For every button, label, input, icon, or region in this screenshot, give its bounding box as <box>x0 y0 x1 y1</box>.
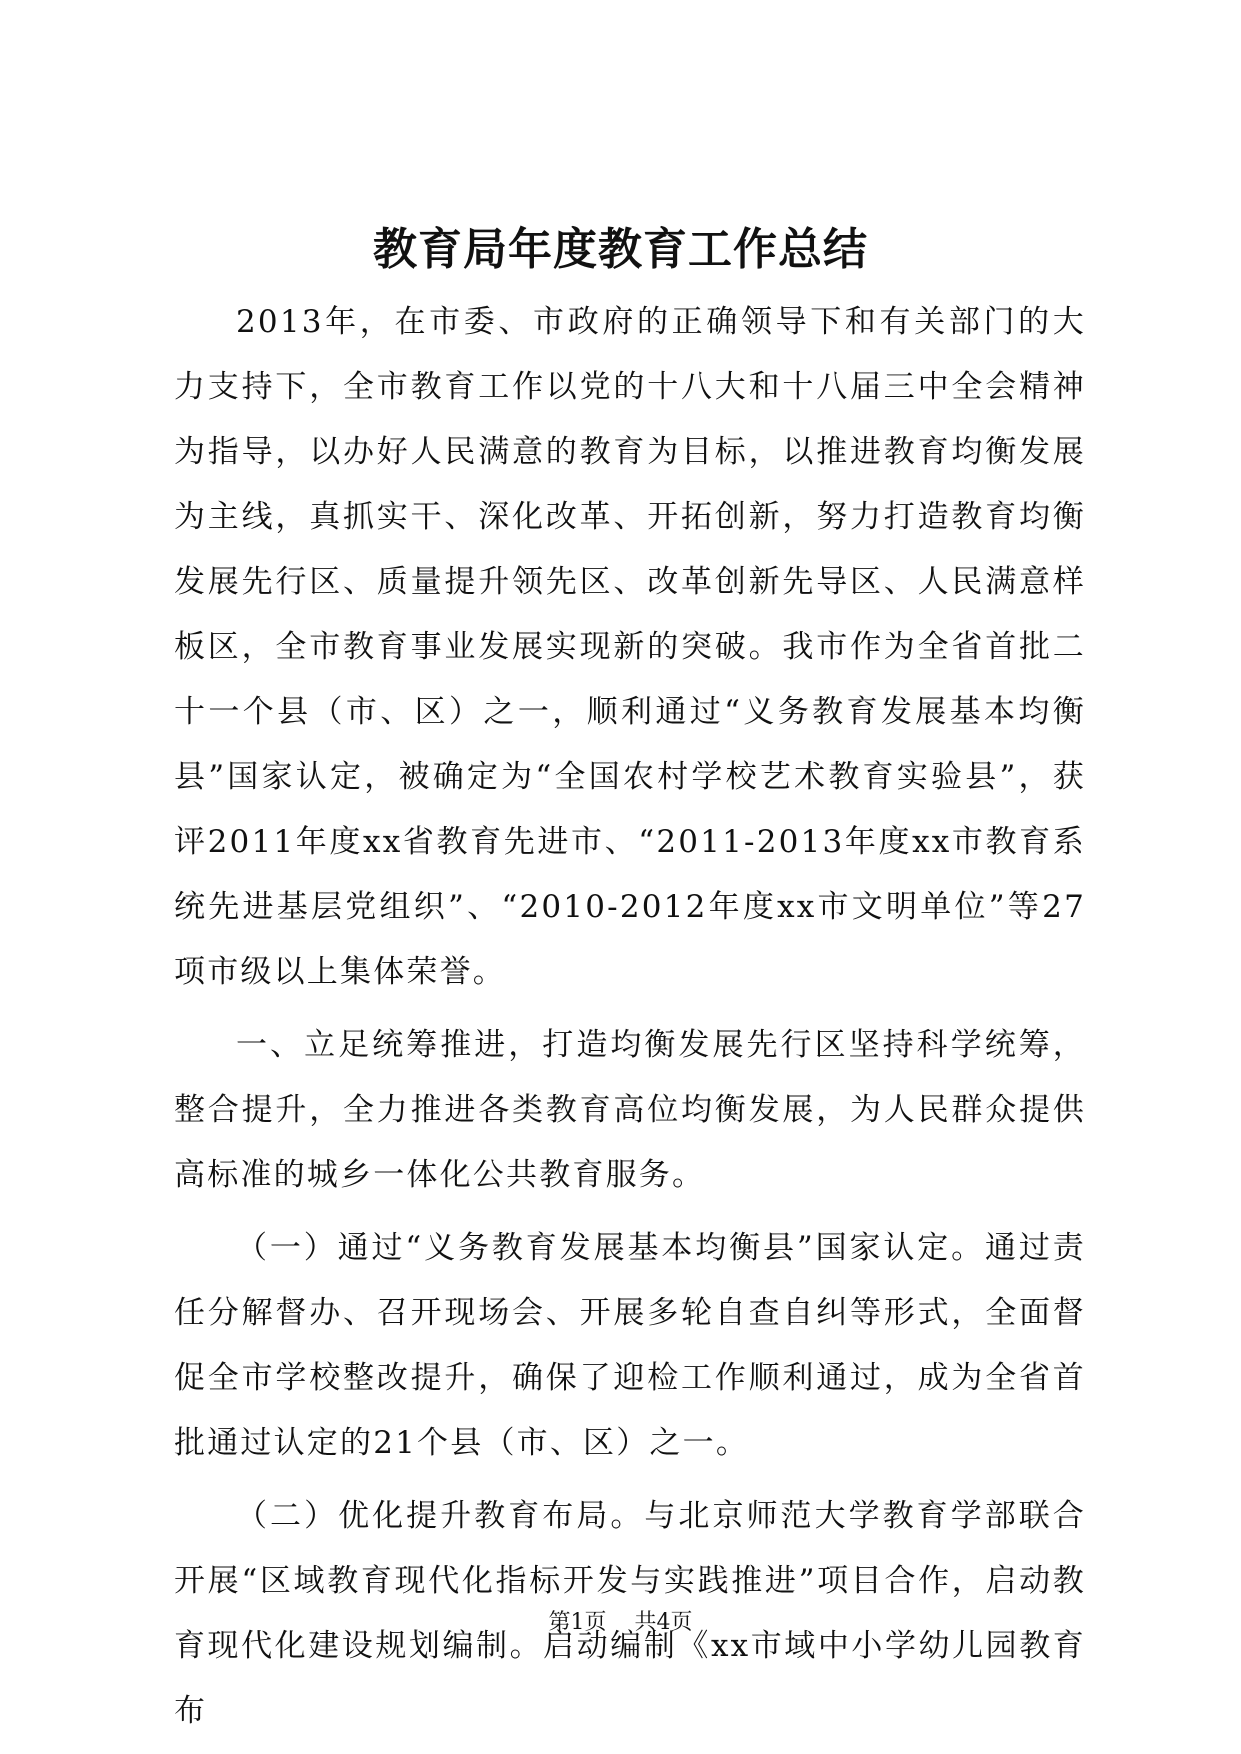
page-total: 共4页 <box>634 1610 693 1635</box>
document-title: 教育局年度教育工作总结 <box>373 224 868 275</box>
page-number: 第1页 <box>548 1610 607 1635</box>
paragraph-item-two: （二）优化提升教育布局。与北京师范大学教育学部联合开展“区域教育现代化指标开发与实践推进”项目合作，启动教育现代化建设规划编制。启动编制《xx市域中小学幼儿园教育布 <box>174 1498 1086 1729</box>
document-body <box>174 290 1086 1744</box>
paragraph-item-one: （一）通过“义务教育发展基本均衡县”国家认定。通过责任分解督办、召开现场会、开展多轮自查自纠等形式，全面督促全市学校整改提升，确保了迎检工作顺利通过，成为全省首批通过认定的21个县（市、区）之一。 <box>174 1230 1086 1461</box>
paragraph-intro: 2013年，在市委、市政府的正确领导下和有关部门的大力支持下，全市教育工作以党的十八大和十八届三中全会精神为指导，以办好人民满意的教育为目标，以推进教育均衡发展为主线，真抓实干、深化改革、开拓创新，努力打造教育均衡发展先行区、质量提升领先区、改革创新先导区、人民满意样板区，全市教育事业发展实现新的突破。我市作为全省首批二十一个县（市、区）之一，顺利通过“义务教育发展基本均衡县”国家认定，被确定为“全国农村学校艺术教育实验县”，获评2011年度xx省教育先进市、“2011-2013年度xx市教育系统先进基层党组织”、“2010-2012年度xx市文明单位”等27项市级以上集体荣誉。 <box>174 304 1086 990</box>
paragraph-section-one: 一、立足统筹推进，打造均衡发展先行区坚持科学统筹，整合提升，全力推进各类教育高位均衡发展，为人民群众提供高标准的城乡一体化公共教育服务。 <box>174 1027 1086 1193</box>
page-footer <box>0 1608 1241 1638</box>
